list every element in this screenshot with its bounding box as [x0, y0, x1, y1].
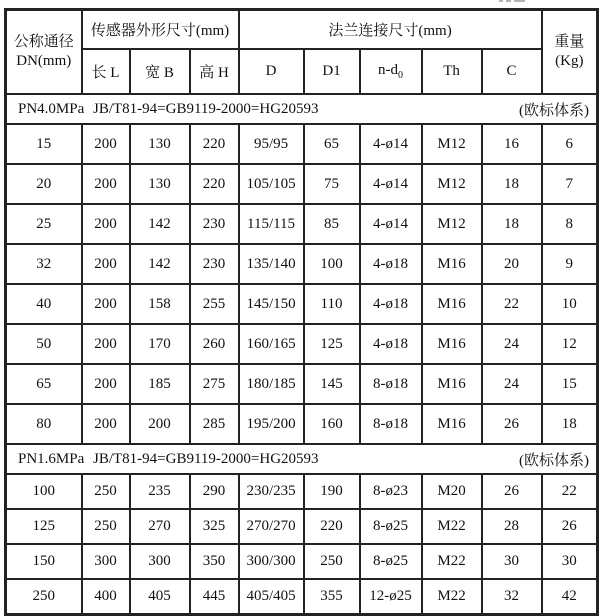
- cell-width: 185: [130, 364, 190, 404]
- cropped-text-artifact: [499, 0, 525, 2]
- cell-d: 180/185: [239, 364, 304, 404]
- cell-dn: 250: [6, 579, 82, 615]
- cell-bolt-holes: 4-ø18: [360, 324, 422, 364]
- cell-height: 230: [190, 204, 239, 244]
- header-nominal-diameter-line1: 公称通径: [13, 34, 74, 50]
- cell-dn: 25: [6, 204, 82, 244]
- header-sensor-dimensions-group: 传感器外形尺寸(mm): [82, 10, 239, 50]
- dimension-spec-table: [4, 8, 599, 616]
- cell-dn: 40: [6, 284, 82, 324]
- cell-d1: 145: [304, 364, 360, 404]
- cell-thread: M16: [422, 364, 482, 404]
- cell-d1: 250: [304, 544, 360, 579]
- cell-height: 350: [190, 544, 239, 579]
- cell-d1: 85: [304, 204, 360, 244]
- cell-weight: 10: [542, 284, 598, 324]
- cell-length: 200: [82, 204, 130, 244]
- cell-weight: 30: [542, 544, 598, 579]
- standard-system-note: (欧标体系): [519, 102, 590, 119]
- spec-row-dn50: [6, 324, 598, 364]
- cell-d: 230/235: [239, 474, 304, 509]
- cell-c: 24: [482, 364, 542, 404]
- section-row-pn16: [6, 444, 598, 474]
- cell-height: 260: [190, 324, 239, 364]
- cell-bolt-holes: 8-ø23: [360, 474, 422, 509]
- cell-height: 220: [190, 164, 239, 204]
- section-cell: [6, 444, 598, 474]
- pressure-rating-label: PN4.0MPa: [18, 100, 85, 117]
- spec-row-dn150: [6, 544, 598, 579]
- cell-weight: 6: [542, 124, 598, 164]
- header-length: 长 L: [82, 49, 130, 94]
- standard-code-label: JB/T81-94=GB9119-2000=HG20593: [93, 450, 319, 467]
- cell-d: 105/105: [239, 164, 304, 204]
- cell-d1: 65: [304, 124, 360, 164]
- cell-height: 220: [190, 124, 239, 164]
- cell-d: 95/95: [239, 124, 304, 164]
- header-thread: Th: [422, 49, 482, 94]
- cell-d: 270/270: [239, 509, 304, 544]
- cell-width: 405: [130, 579, 190, 615]
- cell-height: 290: [190, 474, 239, 509]
- cell-bolt-holes: 4-ø14: [360, 164, 422, 204]
- pressure-rating-label: PN1.6MPa: [18, 450, 85, 467]
- cell-weight: 9: [542, 244, 598, 284]
- cell-weight: 26: [542, 509, 598, 544]
- cell-bolt-holes: 12-ø25: [360, 579, 422, 615]
- cell-thread: M22: [422, 579, 482, 615]
- cell-thread: M12: [422, 204, 482, 244]
- header-c: C: [482, 49, 542, 94]
- cell-weight: 42: [542, 579, 598, 615]
- cell-thread: M22: [422, 544, 482, 579]
- spec-row-dn65: [6, 364, 598, 404]
- cell-thread: M22: [422, 509, 482, 544]
- cell-dn: 32: [6, 244, 82, 284]
- cell-length: 200: [82, 244, 130, 284]
- header-bolt-holes-label: n-d: [378, 62, 399, 78]
- cell-weight: 8: [542, 204, 598, 244]
- cell-bolt-holes: 4-ø14: [360, 124, 422, 164]
- cell-height: 230: [190, 244, 239, 284]
- spec-row-dn80: [6, 404, 598, 444]
- cell-height: 325: [190, 509, 239, 544]
- cell-width: 235: [130, 474, 190, 509]
- spec-row-dn32: [6, 244, 598, 284]
- header-row-columns: [6, 49, 598, 94]
- standard-code-label: JB/T81-94=GB9119-2000=HG20593: [93, 100, 319, 117]
- cell-width: 158: [130, 284, 190, 324]
- cell-dn: 80: [6, 404, 82, 444]
- header-height: 高 H: [190, 49, 239, 94]
- cell-dn: 150: [6, 544, 82, 579]
- cell-d: 300/300: [239, 544, 304, 579]
- cell-c: 24: [482, 324, 542, 364]
- header-weight-line1: 重量: [554, 34, 585, 50]
- cell-d: 115/115: [239, 204, 304, 244]
- cell-d1: 190: [304, 474, 360, 509]
- header-bolt-holes-subscript: 0: [398, 70, 404, 81]
- cell-weight: 22: [542, 474, 598, 509]
- cell-length: 200: [82, 164, 130, 204]
- cell-d: 160/165: [239, 324, 304, 364]
- cell-length: 200: [82, 404, 130, 444]
- cell-c: 26: [482, 474, 542, 509]
- cell-width: 270: [130, 509, 190, 544]
- spec-row-dn15: [6, 124, 598, 164]
- cell-d1: 110: [304, 284, 360, 324]
- section-row-pn40: [6, 94, 598, 124]
- cell-bolt-holes: 4-ø14: [360, 204, 422, 244]
- cell-weight: 15: [542, 364, 598, 404]
- cell-width: 130: [130, 164, 190, 204]
- cell-d1: 100: [304, 244, 360, 284]
- cell-c: 18: [482, 164, 542, 204]
- cell-length: 250: [82, 509, 130, 544]
- header-bolt-holes: [360, 49, 422, 94]
- cell-d1: 220: [304, 509, 360, 544]
- cell-height: 275: [190, 364, 239, 404]
- cell-weight: 12: [542, 324, 598, 364]
- cell-length: 400: [82, 579, 130, 615]
- cell-c: 28: [482, 509, 542, 544]
- header-weight-line2: (Kg): [555, 53, 584, 69]
- header-nominal-diameter-line2: DN(mm): [16, 53, 72, 69]
- header-weight: [542, 10, 598, 95]
- cell-width: 142: [130, 204, 190, 244]
- header-row-groups: [6, 10, 598, 50]
- header-flange-dimensions-group: 法兰连接尺寸(mm): [239, 10, 542, 50]
- cell-length: 250: [82, 474, 130, 509]
- cell-length: 200: [82, 364, 130, 404]
- spec-row-dn100: [6, 474, 598, 509]
- cell-bolt-holes: 8-ø25: [360, 544, 422, 579]
- cell-length: 200: [82, 124, 130, 164]
- cell-thread: M16: [422, 244, 482, 284]
- cell-weight: 7: [542, 164, 598, 204]
- cell-thread: M16: [422, 404, 482, 444]
- spec-row-dn125: [6, 509, 598, 544]
- cell-dn: 50: [6, 324, 82, 364]
- cell-height: 255: [190, 284, 239, 324]
- spec-row-dn40: [6, 284, 598, 324]
- cell-bolt-holes: 4-ø18: [360, 244, 422, 284]
- cell-d1: 125: [304, 324, 360, 364]
- cell-weight: 18: [542, 404, 598, 444]
- section-cell: [6, 94, 598, 124]
- cell-thread: M12: [422, 124, 482, 164]
- cell-d: 405/405: [239, 579, 304, 615]
- cell-d: 195/200: [239, 404, 304, 444]
- cell-d1: 355: [304, 579, 360, 615]
- cell-thread: M20: [422, 474, 482, 509]
- standard-system-note: (欧标体系): [519, 452, 590, 469]
- cell-dn: 100: [6, 474, 82, 509]
- cell-thread: M16: [422, 284, 482, 324]
- cell-dn: 20: [6, 164, 82, 204]
- cell-d1: 160: [304, 404, 360, 444]
- cell-length: 300: [82, 544, 130, 579]
- cell-d1: 75: [304, 164, 360, 204]
- cell-bolt-holes: 8-ø18: [360, 364, 422, 404]
- cell-c: 22: [482, 284, 542, 324]
- cell-c: 30: [482, 544, 542, 579]
- cell-dn: 125: [6, 509, 82, 544]
- cell-width: 200: [130, 404, 190, 444]
- cell-bolt-holes: 8-ø18: [360, 404, 422, 444]
- cell-bolt-holes: 4-ø18: [360, 284, 422, 324]
- cell-height: 285: [190, 404, 239, 444]
- cell-d: 145/150: [239, 284, 304, 324]
- cell-c: 26: [482, 404, 542, 444]
- cell-c: 20: [482, 244, 542, 284]
- header-nominal-diameter: [6, 10, 82, 95]
- cell-d: 135/140: [239, 244, 304, 284]
- cell-width: 130: [130, 124, 190, 164]
- header-width: 宽 B: [130, 49, 190, 94]
- header-d1: D1: [304, 49, 360, 94]
- cell-thread: M12: [422, 164, 482, 204]
- cell-dn: 15: [6, 124, 82, 164]
- cell-width: 300: [130, 544, 190, 579]
- cell-c: 18: [482, 204, 542, 244]
- cell-length: 200: [82, 324, 130, 364]
- spec-row-dn25: [6, 204, 598, 244]
- cell-c: 16: [482, 124, 542, 164]
- cell-dn: 65: [6, 364, 82, 404]
- cell-length: 200: [82, 284, 130, 324]
- cell-c: 32: [482, 579, 542, 615]
- cell-width: 142: [130, 244, 190, 284]
- cell-bolt-holes: 8-ø25: [360, 509, 422, 544]
- cell-width: 170: [130, 324, 190, 364]
- spec-row-dn250: [6, 579, 598, 615]
- spec-row-dn20: [6, 164, 598, 204]
- header-d: D: [239, 49, 304, 94]
- cell-thread: M16: [422, 324, 482, 364]
- cell-height: 445: [190, 579, 239, 615]
